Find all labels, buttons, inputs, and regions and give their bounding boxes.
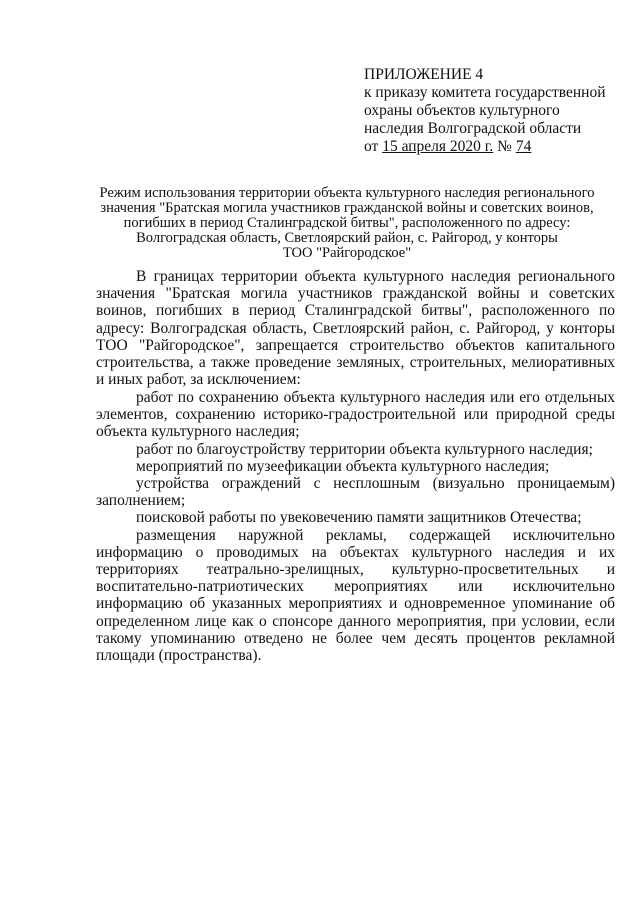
exceptions-list	[96, 389, 615, 664]
appendix-date-line	[364, 138, 634, 156]
order-date: 15 апреля 2020 г.	[382, 138, 494, 155]
order-number: 74	[515, 138, 532, 155]
title-line: погибших в период Сталинградской битвы", расположенного по адресу:	[123, 215, 571, 231]
appendix-line: охраны объектов культурного	[364, 102, 560, 119]
document-title	[82, 186, 612, 261]
appendix-line: к приказу комитета государственной	[364, 84, 606, 101]
intro-paragraph: В границах территории объекта культурного наследия регионального значения "Братская могила участников гражданской войны и советских воинов, погибших в период Сталинградской битвы", расположенного по адресу: Волгоградская область, Светлоярский район, с. Райгород, у конторы ТОО "Райгородское", запрещается строительство объектов капитального строительства, а также проведение земляных, строительных, мелиоративных и иных работ, за исключением:	[96, 268, 615, 389]
appendix-line: наследия Волгоградской области	[364, 120, 582, 137]
title-line: ТОО "Райгородское"	[282, 245, 412, 261]
appendix-header	[364, 66, 634, 156]
title-line: Режим использования территории объекта культурного наследия регионального	[99, 185, 595, 201]
title-line: Волгоградская область, Светлоярский район, с. Райгород, у конторы	[136, 230, 558, 246]
title-line: значения "Братская могила участников гражданской войны и советских воинов,	[100, 200, 594, 216]
list-item: работ по сохранению объекта культурного наследия или его отдельных элементов, сохранению историко-градостроительной или природной среды объекта культурного наследия;	[96, 389, 615, 441]
date-prefix: от	[364, 138, 383, 155]
list-item: мероприятий по музеефикации объекта культурного наследия;	[136, 457, 550, 475]
number-prefix: №	[493, 138, 516, 155]
list-item: работ по благоустройству территории объекта культурного наследия;	[136, 440, 593, 458]
appendix-title: ПРИЛОЖЕНИЕ 4	[364, 66, 484, 83]
list-item: устройства ограждений с несплошным (визуально проницаемым) заполнением;	[96, 475, 615, 510]
list-item: размещения наружной рекламы, содержащей исключительно информацию о проводимых на объектах культурного наследия и их территориях театрально-зрелищных, культурно-просветительных и воспитательно-патриотических мероприятиях или исключительно информацию об указанных мероприятиях и одновременное упоминание об определенном лице как о спонсоре данного мероприятия, при условии, если такому упоминанию отведено не более чем десять процентов рекламной площади (пространства).	[96, 526, 615, 665]
list-item: поисковой работы по увековечению памяти защитников Отечества;	[136, 509, 582, 527]
